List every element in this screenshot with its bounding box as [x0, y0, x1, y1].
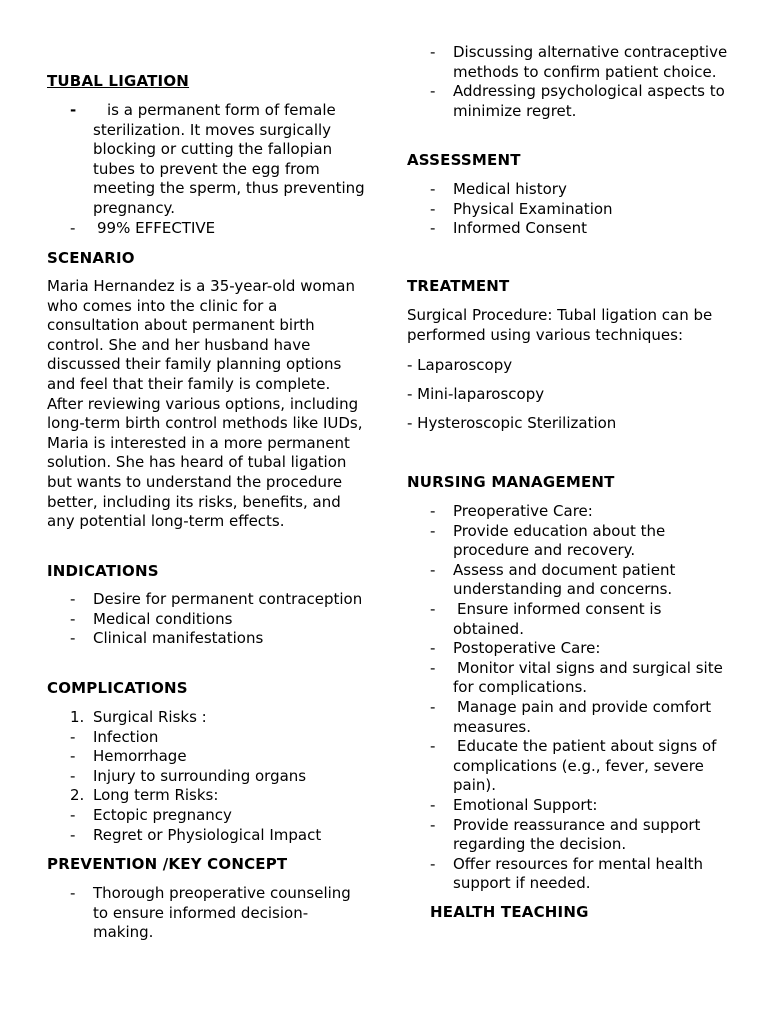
list-item — [47, 767, 365, 787]
list-item — [47, 747, 365, 767]
list-marker: - — [430, 180, 436, 198]
list-marker: - — [70, 766, 76, 785]
list-item-text: Ensure informed consent is obtained. — [453, 599, 662, 638]
list-marker: 1. — [70, 708, 85, 726]
assessment-list — [407, 180, 737, 239]
list-item-text: Physical Examination — [453, 199, 613, 218]
list-item — [47, 806, 365, 826]
list-item-text: Infection — [93, 727, 159, 746]
document-title: TUBAL LIGATION — [47, 72, 190, 90]
list-marker: - — [70, 590, 76, 608]
list-marker: - — [70, 629, 76, 648]
list-item — [407, 522, 737, 561]
list-item-text: Manage pain and provide comfort measures. — [453, 697, 712, 736]
list-item — [47, 219, 365, 239]
list-marker: - — [430, 737, 436, 756]
list-item — [407, 796, 737, 816]
indications-heading: INDICATIONS — [47, 562, 159, 580]
list-marker: - — [70, 727, 76, 746]
list-item — [407, 639, 737, 659]
list-marker: - — [70, 805, 76, 824]
list-item-text: Long term Risks: — [93, 786, 219, 805]
nursing-management-heading: NURSING MANAGEMENT — [407, 473, 615, 491]
list-item-text: Ectopic pregnancy — [93, 805, 232, 824]
list-marker: - — [430, 82, 436, 101]
list-marker: - — [430, 795, 436, 814]
list-item-text: Assess and document patient understanding and concerns. — [453, 560, 676, 599]
list-item-text: Medical history — [453, 180, 567, 198]
list-item-text: Medical conditions — [93, 609, 233, 628]
prevention-heading: PREVENTION /KEY CONCEPT — [47, 855, 288, 873]
list-item-text: Addressing psychological aspects to minimize regret. — [453, 82, 725, 120]
list-marker: - — [430, 697, 436, 716]
list-item — [407, 561, 737, 600]
list-marker: - — [70, 218, 76, 237]
list-item — [47, 590, 365, 610]
list-marker: - — [430, 219, 436, 238]
prevention-list — [47, 884, 365, 943]
list-item-text: Surgical Risks : — [93, 708, 207, 726]
list-marker: - — [430, 521, 436, 540]
list-marker: - — [70, 609, 76, 628]
technique-item: - Hysteroscopic Sterilization — [407, 414, 617, 432]
health-teaching-heading: HEALTH TEACHING — [430, 903, 589, 921]
list-item — [407, 82, 737, 121]
intro-list — [47, 101, 365, 238]
list-item — [407, 600, 737, 639]
list-marker: - — [430, 502, 436, 520]
list-item — [407, 200, 737, 220]
scenario-paragraph: Maria Hernandez is a 35-year-old woman who comes into the clinic for a consultation about permanent birth control. She and her husband have discussed their family planning options and feel that their family is complete. After reviewing various options, including long-term birth control methods like IUDs, Maria is interested in a more permanent solution. She has heard of tubal ligation but wants to understand the procedure better, including its risks, benefits, and any potential long-term effects. — [47, 277, 363, 531]
complications-heading: COMPLICATIONS — [47, 679, 188, 697]
list-item-text: 99% EFFECTIVE — [97, 218, 216, 237]
nursing-management-list — [407, 502, 737, 894]
list-item — [407, 659, 737, 698]
list-marker: - — [70, 825, 76, 844]
list-marker: - — [70, 884, 76, 902]
list-item — [407, 180, 737, 200]
list-marker: - — [70, 747, 76, 766]
list-item — [47, 826, 365, 846]
list-item-text: Clinical manifestations — [93, 629, 264, 648]
list-item — [47, 610, 365, 630]
list-marker: - — [430, 639, 436, 658]
list-marker: - — [430, 43, 436, 61]
list-item — [47, 884, 365, 943]
list-item-text: Postoperative Care: — [453, 639, 601, 658]
list-marker: - — [430, 815, 436, 834]
indications-list — [47, 590, 365, 649]
list-item — [47, 708, 365, 728]
list-item-text: Discussing alternative contraceptive methods to confirm patient choice. — [453, 43, 728, 81]
list-marker: - — [430, 658, 436, 677]
scenario-heading: SCENARIO — [47, 249, 135, 267]
list-item-text: Thorough preoperative counseling to ensure informed decision-making. — [93, 884, 351, 942]
list-marker: - — [70, 101, 77, 119]
treatment-heading: TREATMENT — [407, 277, 510, 295]
assessment-heading: ASSESSMENT — [407, 151, 521, 169]
list-item — [407, 816, 737, 855]
list-item-text: Informed Consent — [453, 219, 588, 238]
list-item-text: Hemorrhage — [93, 747, 187, 766]
list-item — [407, 737, 737, 796]
list-marker: - — [430, 560, 436, 579]
complications-list — [47, 708, 365, 845]
list-item-text: is a permanent form of female sterilization. It moves surgically blocking or cutting the fallopian tubes to prevent the egg from meeting the sperm, thus preventing pregnancy. — [93, 101, 365, 217]
list-item-text: Educate the patient about signs of complications (e.g., fever, severe pain). — [453, 737, 717, 795]
technique-item: - Mini-laparoscopy — [407, 385, 545, 403]
list-item — [407, 698, 737, 737]
list-item-text: Offer resources for mental health support if needed. — [453, 854, 703, 893]
list-item-text: Injury to surrounding organs — [93, 766, 307, 785]
treatment-paragraph: Surgical Procedure: Tubal ligation can be performed using various techniques: — [407, 306, 713, 344]
list-item — [407, 219, 737, 239]
list-item-text: Regret or Physiological Impact — [93, 825, 322, 844]
list-item-text: Preoperative Care: — [453, 502, 593, 520]
list-marker: 2. — [70, 786, 85, 805]
list-item — [47, 101, 365, 219]
prevention-list-continued — [407, 43, 737, 121]
list-item-text: Provide education about the procedure and recovery. — [453, 521, 666, 560]
list-item-text: Desire for permanent contraception — [93, 590, 363, 608]
list-marker: - — [430, 199, 436, 218]
list-item-text: Provide reassurance and support regarding the decision. — [453, 815, 701, 854]
list-item — [47, 786, 365, 806]
list-item — [407, 502, 737, 522]
list-marker: - — [430, 599, 436, 618]
list-marker: - — [430, 854, 436, 873]
list-item — [407, 855, 737, 894]
list-item-text: Emotional Support: — [453, 795, 598, 814]
list-item — [47, 629, 365, 649]
list-item — [47, 728, 365, 748]
list-item — [407, 43, 737, 82]
list-item-text: Monitor vital signs and surgical site for complications. — [453, 658, 723, 697]
technique-item: - Laparoscopy — [407, 356, 513, 374]
